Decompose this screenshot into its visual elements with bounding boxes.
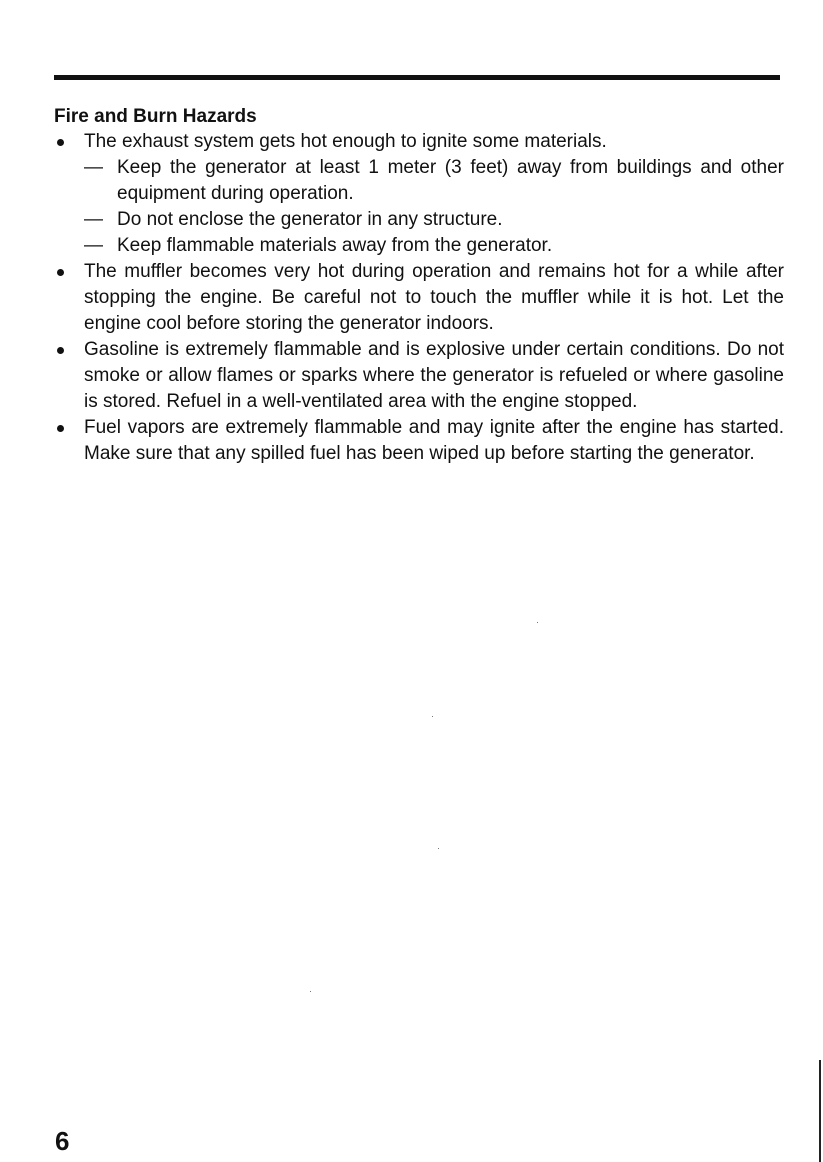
hazard-text: The muffler becomes very hot during operation and remains hot for a while after stopping the engine. Be careful not to touch the muffler while it is hot. Let the engine cool before storing the generator indoors. [84, 261, 784, 334]
hazard-item-exhaust [54, 129, 784, 259]
sub-item-text: Keep flammable materials away from the generator. [117, 235, 553, 256]
dash-icon: — [84, 235, 103, 256]
sub-item-text: Do not enclose the generator in any structure. [117, 209, 503, 230]
sub-item-distance [84, 155, 784, 207]
scan-speck [432, 716, 433, 717]
section-heading: Fire and Burn Hazards [54, 106, 257, 127]
sub-item-enclose [84, 207, 784, 233]
scan-edge-line [819, 1060, 821, 1162]
sub-item-text: Keep the generator at least 1 meter (3 feet) away from buildings and other equipment during operation. [117, 157, 784, 204]
hazard-text: Gasoline is extremely flammable and is explosive under certain conditions. Do not smoke or allow flames or sparks where the generator is refueled or where gasoline is stored. Refuel in a well-ventilated area with the engine stopped. [84, 339, 784, 412]
hazard-item-fuel-vapors [54, 415, 784, 467]
hazard-item-muffler [54, 259, 784, 337]
page-content [54, 105, 784, 467]
bullet-icon [57, 269, 64, 276]
scan-speck [310, 991, 311, 992]
dash-icon: — [84, 157, 103, 178]
scan-speck [537, 622, 538, 623]
sub-item-flammables [84, 233, 784, 259]
bullet-icon [57, 425, 64, 432]
hazard-list [54, 129, 784, 467]
hazard-item-gasoline [54, 337, 784, 415]
dash-icon: — [84, 209, 103, 230]
top-rule [54, 75, 780, 80]
hazard-text: Fuel vapors are extremely flammable and may ignite after the engine has started. Make sure that any spilled fuel has been wiped up before starting the generator. [84, 417, 784, 464]
bullet-icon [57, 347, 64, 354]
scan-speck [438, 848, 439, 849]
hazard-text: The exhaust system gets hot enough to ignite some materials. [84, 131, 607, 152]
exhaust-sublist [84, 155, 784, 259]
bullet-icon [57, 139, 64, 146]
page-number: 6 [55, 1126, 70, 1156]
